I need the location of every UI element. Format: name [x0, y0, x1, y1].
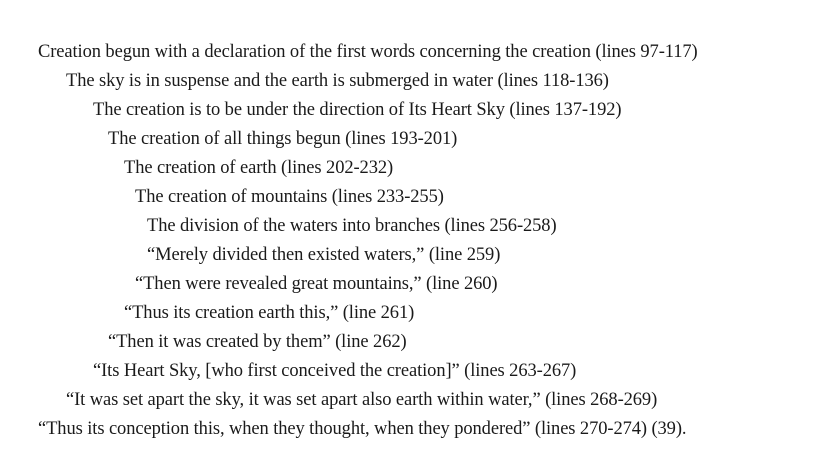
outline-line-2: The sky is in suspense and the earth is submerged in water (lines 118-136) [66, 71, 609, 91]
outline-line-8: “Merely divided then existed waters,” (line 259) [147, 245, 501, 265]
outline-line-11: “Then it was created by them” (line 262) [108, 332, 407, 352]
outline-line-6: The creation of mountains (lines 233-255) [135, 187, 444, 207]
outline-line-12: “Its Heart Sky, [who first conceived the creation]” (lines 263-267) [93, 361, 577, 381]
outline-line-4: The creation of all things begun (lines 193-201) [108, 129, 458, 149]
outline-line-1: Creation begun with a declaration of the first words concerning the creation (lines 97-117) [38, 42, 698, 62]
outline-line-10: “Thus its creation earth this,” (line 261) [124, 303, 415, 323]
outline-line-3: The creation is to be under the direction of Its Heart Sky (lines 137-192) [93, 100, 622, 120]
outline-line-13: “It was set apart the sky, it was set apart also earth within water,” (lines 268-269) [66, 390, 658, 410]
outline-line-9: “Then were revealed great mountains,” (line 260) [135, 274, 498, 294]
outline-line-14: “Thus its conception this, when they thought, when they pondered” (lines 270-274) (39). [38, 419, 687, 439]
outline-line-5: The creation of earth (lines 202-232) [124, 158, 394, 178]
outline-line-7: The division of the waters into branches (lines 256-258) [147, 216, 557, 236]
